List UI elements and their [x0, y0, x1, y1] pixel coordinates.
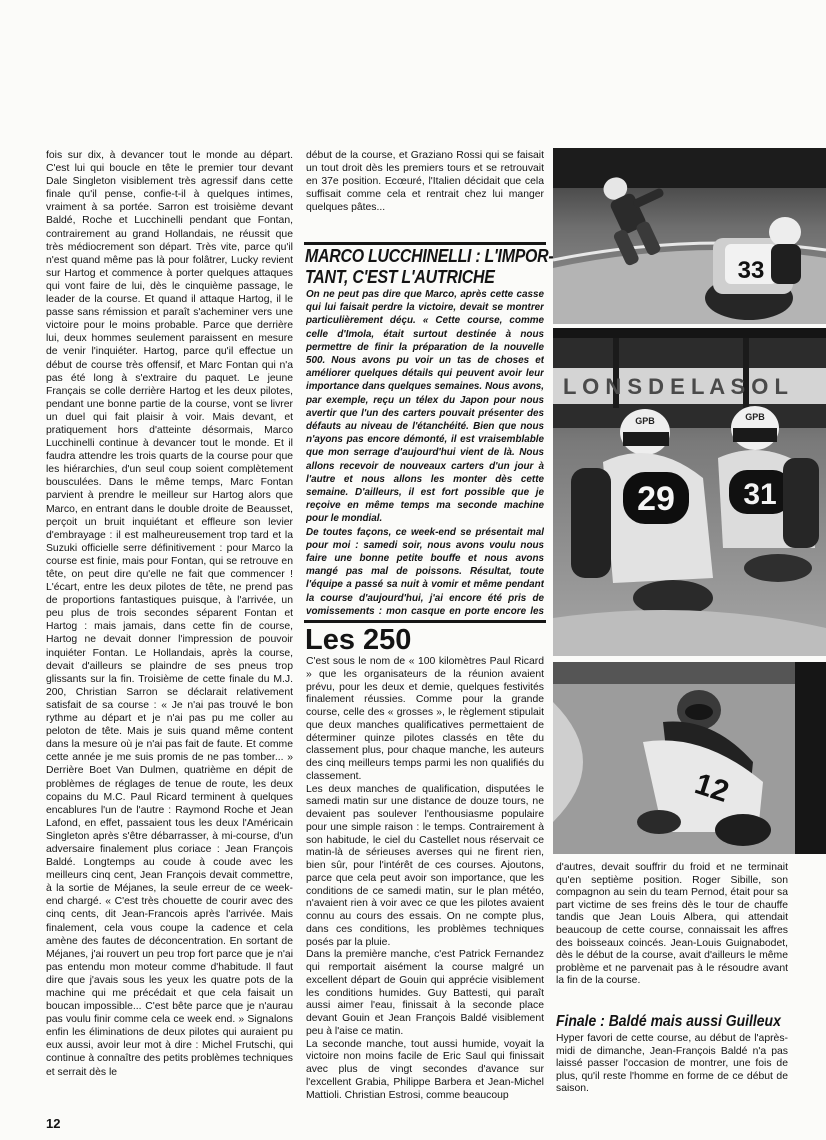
column-1 [46, 149, 293, 1111]
column-2-top [306, 150, 544, 235]
interview-paragraph: De toutes façons, ce week-end se présentait mal pour moi : samedi soir, nous avons voulu nous faire une bonne petite bouffe et nous avons mangé pas mal de poissons. Résultat, toute l'équipe a passé sa nuit à vomir et même pendant la course d'aujourd'hui, j'ai encore été pris de vomissements : mon casque en porte encore les [306, 526, 544, 617]
photo-crash [553, 148, 826, 324]
section-250-paragraph: Dans la première manche, c'est Patrick Fernandez qui remportait aisément la course malgré un excellent départ de Gouin qui apprécie visiblement les conditions humides. Guy Battesti, qui paraît aussi aimer l'eau, finissait à la seconde place devant Gouin et Jean François Baldé visiblement peu à l'aise ce matin. [306, 949, 544, 1037]
helmet-label-left: GPB [635, 416, 655, 426]
interview-title-line-2: TANT, C'EST L'AUTRICHE [305, 266, 495, 287]
section-title-250: Les 250 [305, 624, 412, 656]
interview-title-line-1: MARCO LUCCHINELLI : L'IMPOR- [305, 245, 554, 266]
section-250-body [306, 656, 544, 1126]
page-number: 12 [46, 1116, 61, 1131]
section-top-rule [304, 620, 546, 623]
bike-number-29: 29 [637, 480, 675, 518]
interview-body [306, 288, 544, 618]
interview-paragraph: On ne peut pas dire que Marco, après cette casse qui lui faisait perdre la victoire, devait se montrer particulièrement déçu. « Cette course, comme celle d'Imola, était surtout destinée à nous permettre de finir la préparation de la nouvelle 500. Nous avons pu voir un tas de choses et améliorer quelques détails qui peuvent avoir leur importance dans quelques semaines. Nous avons, par exemple, reçu un télex du Japon pour nous avertir que l'un des carters pouvait présenter des défauts au niveau de l'étanchéité. Bien que nous n'ayons pas encore démonté, il est vraisemblable que mon serrage d'aujourd'hui vient de là. Nous allons recevoir de nouveaux carters d'un jour à l'autre et nous allons les monter dès cette semaine. D'ailleurs, il est fort possible que je reçoive en même temps ma seconde machine pour le mondial. [306, 289, 544, 525]
trackside-banner: L O N S D E L A S O L [563, 374, 788, 399]
helmet-label-right: GPB [745, 412, 765, 422]
bike-number-33: 33 [737, 257, 765, 284]
section-250-paragraph: C'est sous le nom de « 100 kilomètres Paul Ricard » que les organisateurs de la réunion avaient prévu, pour les deux et demie, quelques festivités finalement réussies. Comme pour la grande course, celle des « grosses », le règlement stipulait que deux manches qualificatives permettaient de déterminer quinze pilotes classés en tête du classement plus, pour chaque manche, les auteurs des cinq meilleurs temps parmi les non qualifiés du classement. [306, 656, 544, 782]
column-3-bottom [556, 862, 788, 1012]
column-1-text: fois sur dix, à devancer tout le monde au départ. C'est lui qui boucle en tête le premier tour devant Dale Singleton visiblement très agressif dans cette finale qu'il pense, confie-t-il à quelques intimes, vraiment à sa portée. Sarron est troisième devant Baldé, Roche et Lucchinelli pendant que Fontan, contrairement au grand Hollandais, ne réussit que très médiocrement son départ. Très vite, parce qu'il n'est quand même pas là pour folâtrer, Lucky revient sur Hartog et commence à porter quelques attaques qui vont faire de lui, dès le cinquième passage, le leader de la course. Et quand il attaque Hartog, il le passe sans rémission et paraît s'acheminer vers une victoire pour le moins probable. Parce que derrière lui, deux hommes seulement paraissent en mesure de venir l'inquiéter. Hartog, parce qu'il effectue un début de course très offensif, et Marc Fontan qui n'a pas été long à s'extraire du paquet. Le jeune Français se colle derrière Hartog et les deux pilotes, pendant une bonne partie de la course, vont se livrer un duel qui fait plaisir à voir. Mais devant, et pratiquement hors d'atteinte désormais, Marco Lucchinelli continue à devancer tout le monde. Et il faudra attendre les trois quarts de la course pour que les hiérarchies, d'un seul coup soient complètement bousculées. Dans le même temps, Marc Fontan parvient à prendre le meilleur sur Hartog alors que Marco, en entrant dans le double droite de Beausset, perçoit un bruit inquiétant et effleure son levier d'embrayage : il est malheureusement trop tard et la Suzuki officielle serre définitivement : pour Marco la course est finie, mais pour Fontan, qui se retrouve en tête, on peut dire qu'elle ne fait que commencer ! L'écart, entre les deux pilotes de tête, ne prend pas de proportions fantastiques puisque, à l'arrivée, un peu plus de trois secondes séparent Fontan et Hartog : mais jamais, dans cette fin de course, Hartog ne devait donner l'impression de pouvoir inquiéter Fontan. Le Hollandais, après la course, devait d'ailleurs se plaindre de ses pneus trop glissants sur la fin. Troisième de cette finale du M.J. 200, Christian Sarron se déclarait relativement satisfait de sa course : « Je n'ai pas trouvé le bon rythme au départ et je n'ai pas pu me coller au peloton de tête. Mais je suis quand même content dans la mesure où je n'ai pas fait de faute. Et comme cette année je me suis promis de ne pas tomber... » Derrière Boet Van Dulmen, quatrième en dépit de problèmes de réglages de tenue de route, les deux copains du M.C. Paul Ricard terminent à quelques encablures l'un de l'autre : Raymond Roche et Jean Lafond, en effet, passaient tous les deux l'Américain Singleton après s'être débarrasser, à mi-course, d'un adversaire finalement plus coriace : Jean François Baldé. Longtemps au coude à coude avec les meilleurs cinq cent, Jean François devait commettre, à la sortie de Méjanes, la seule erreur de ce week-end chargé. « C'est très chouette de courir avec des cinq cents, dit Jean-Francois après l'arrivée. Mais finalement, cela vous coupe la cadence et cela amène des fautes de déconcentration. En sortant de Méjanes, j'ai rouvert un peu trop fort parce que je n'ai pas entendu mon moteur comme d'habitude. Il faut dire que j'avais sous les yeux les quatre pots de la machine qui me précédait et que cela faisait un boucan impossible... C'est bête parce que je n'aurau pas voulu finir comme cela ce week end. » Signalons enfin les éliminations de deux pilotes qui auraient pu eux aussi, avoir leur mot à dire : Michel Frutschi, qui continue à connaître des petits problèmes techniques et serrait dès le [46, 150, 293, 1078]
finale-text: Hyper favori de cette course, au début de l'après-midi de dimanche, Jean-François Baldé n'a pas laissé passer l'occasion de montrer, une fois de plus, qu'il reste l'homme en forme de ce début de saison. [556, 1033, 788, 1095]
photo-rider-12 [553, 662, 826, 854]
section-250-paragraph: La seconde manche, tout aussi humide, voyait la victoire non moins facile de Eric Saul qui finissait avec plus de vingt secondes d'avance sur l'excellent Grabia, Philippe Barbera et Jean-Michel Mattioli. Christian Estrosi, comme beaucoup [306, 1038, 544, 1101]
interview-title [305, 245, 554, 287]
photo-duel [553, 328, 826, 656]
finale-body [556, 1033, 788, 1117]
section-250-paragraph: Les deux manches de qualification, disputées le samedi matin sur une distance de douze tours, ne devaient pas soulever l'enthousiasme populaire pour une simple raison : le temps. Contrairement à son habitude, le ciel du Castellet nous réservait ce matin-là de sérieuses averses qui ne firent rien, bien sûr, pour l'intérêt de ces courses. Ajoutons, parce que cela peut avoir son importance, que les conditions de ce samedi matin, sur le plan météo, n'avaient rien à voir avec ce que les pilotes avaient connu au cours des essais. On ne compte plus, dans ces conditions, les problèmes techniques posés par la pluie. [306, 783, 544, 948]
column-2-top-text: début de la course, et Graziano Rossi qui se faisait un tout droit dès les premiers tours et se retrouvait en 37e position. Ecœuré, l'Italien décidait que cela suffisait comme cela et rentrait chez lui manger quelques pâtes... [306, 150, 544, 213]
column-3-bottom-text: d'autres, devait souffrir du froid et ne terminait qu'en septième position. Roger Sibille, son compagnon au sein du team Pernod, était pour sa part victime de ses freins dès le tour de chauffe tandis que Jean Louis Albera, qui attendait beaucoup de cette course, connaissait les affres des boisseaux coincés. Jean-Louis Guignabodet, dès le début de la course, avait d'ailleurs le même problème et ne parvenait pas à le résoudre avant la fin de la course. [556, 862, 788, 987]
bike-number-31: 31 [743, 478, 777, 511]
bike-number-12: 12 [690, 767, 733, 809]
finale-title: Finale : Baldé mais aussi Guilleux [556, 1013, 781, 1030]
